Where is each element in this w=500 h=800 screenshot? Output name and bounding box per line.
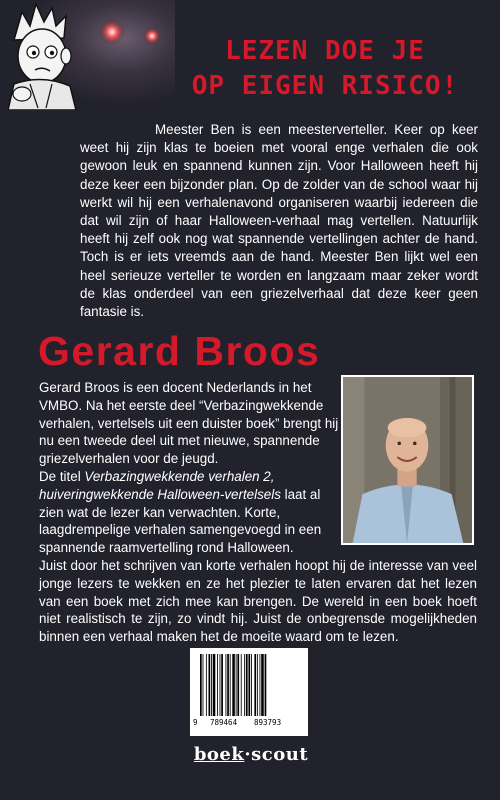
bio-paragraph-1: Gerard Broos is een docent Nederlands in het VMBO. Na het eerste deel “Verbazingwekkende verhalen, vertelsels uit een duister boek” brengt hij nu een tweede deel uit met nieuwe, spannende griezelverhalen voor de jeugd. [39,380,339,467]
barcode-digits-group-1: 789464 [210,718,238,727]
barcode-digits-group-2: 893793 [254,718,282,727]
publisher-logo-separator: · [244,744,252,765]
barcode-digit-first: 9 [193,718,198,727]
bio-paragraph-2-pre: De titel [39,468,85,484]
isbn-barcode [190,648,308,736]
barcode-bars [190,648,308,720]
blurb-body: Meester Ben is een meesterverteller. Keer op keer weet hij zijn klas te boeien met vooral enge verhalen die ook gewoon leuk en spannend kunnen zijn. Voor Halloween heeft hij deze keer een bijzonder plan. Op de zolder van de school waar hij werkt wil hij een verhalenavond organiseren waarbij iedereen die dat wil zijn of haar Halloween-verhaal mag vertellen. Natuurlijk heeft hij zelf ook nog wat spannende vertellingen achter de hand. Toch is er iets vreemds aan de hand. Meester Ben lijkt wel een heel serieuze verteller te worden en langzaam maar zeker wordt de klas onderdeel van een griezelverhaal dat deze keer geen fantasie is. [80,122,478,320]
bio-paragraph-2 [39,468,339,557]
headline [160,34,490,104]
publisher-logo-part-1: boek [193,744,245,765]
bio-paragraph-3: Juist door het schrijven van korte verhalen hoopt hij de interesse van veel jonge lezers te wekken en ze het plezier te laten ervaren dat het lezen van een boek met zich mee kan brengen. De wereld in een boek hoeft niet realistisch te zijn, zo vindt hij. Juist de onbegrensde mogelijkheden binnen een verhaal maken het de moeite waard om te lezen. [39,557,477,645]
headline-line-2: OP EIGEN RISICO! [191,71,459,101]
author-name: Gerard Broos [38,328,321,374]
bio-paragraph-2-post: laat al zien wat de lezer kan verwachten. Korte, laagdrempelige verhalen samengevoegd in een spannende raamvertelling rond Halloween. [39,486,322,556]
cover-illustration [0,0,175,110]
publisher-logo [190,744,312,765]
author-bio [39,379,477,646]
glowing-eye-left-icon [99,19,125,45]
publisher-logo-part-2: scout [251,744,309,765]
blurb-text [80,121,478,321]
book-title-italic: Verbazingwekkende verhalen 2, huiveringwekkende Halloween-vertelsels [39,468,281,502]
headline-line-1: LEZEN DOE JE [225,36,425,66]
glowing-eye-right-icon [143,27,161,45]
